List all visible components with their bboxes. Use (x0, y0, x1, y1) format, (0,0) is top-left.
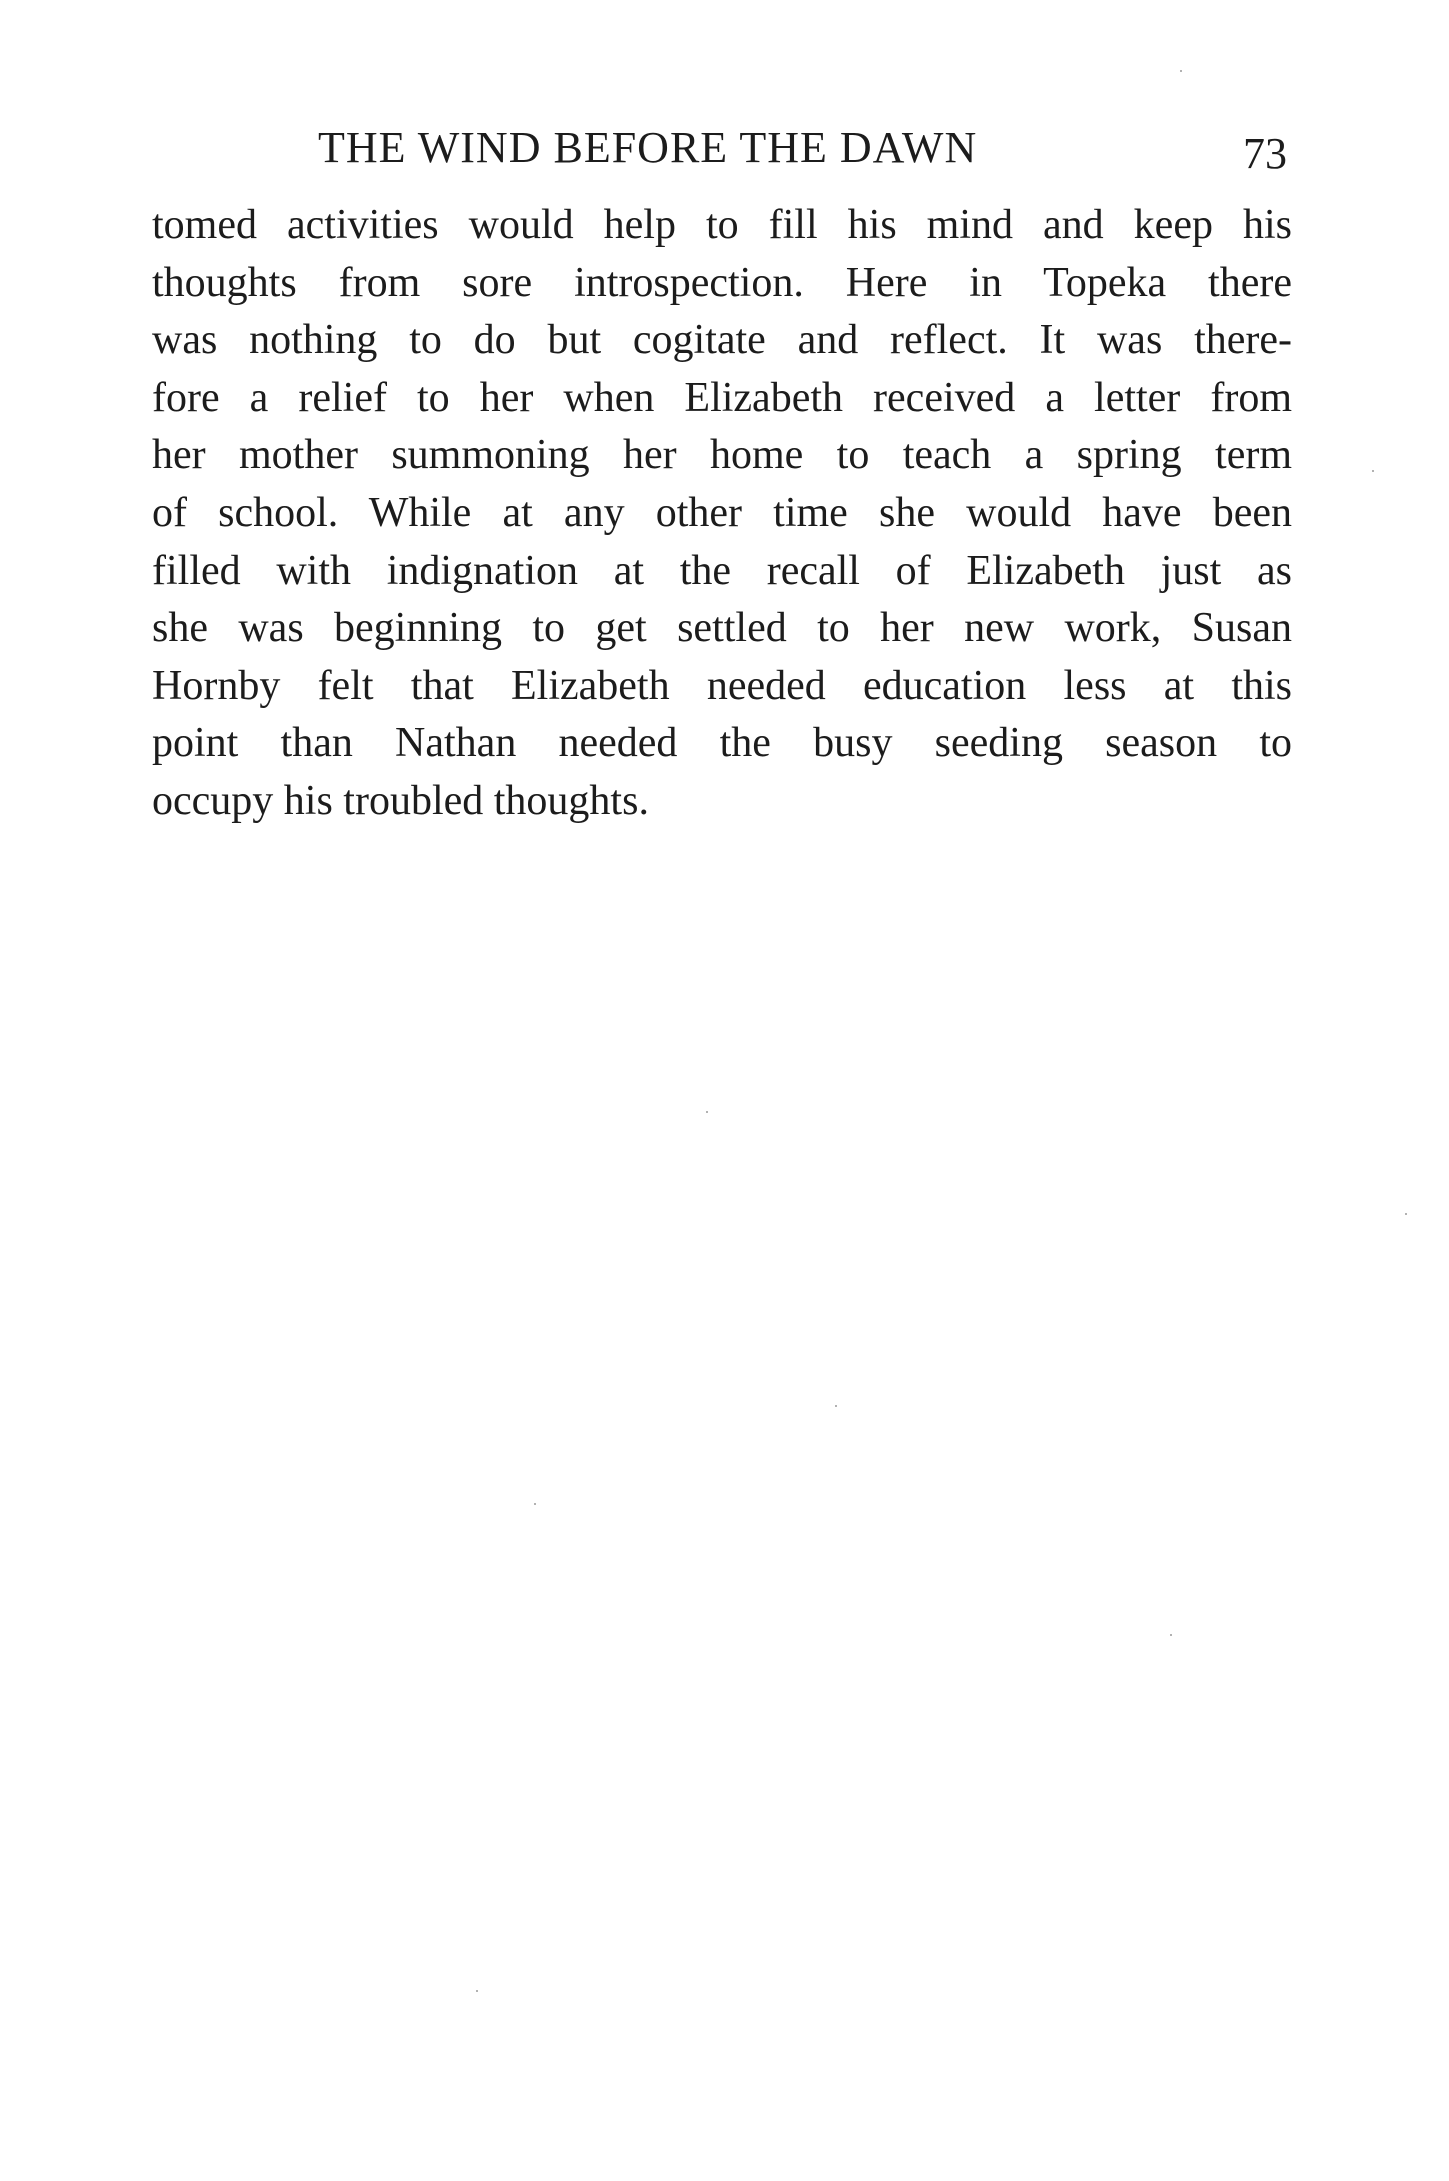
page-number: 73 (1243, 129, 1287, 178)
scan-speck (476, 1990, 478, 1992)
text-line: filled with indignation at the recall of Elizabeth just as (152, 547, 1292, 594)
scan-speck (1405, 1213, 1407, 1215)
text-line: she was beginning to get settled to her new work, Susan (152, 605, 1292, 652)
scan-speck (1372, 470, 1374, 472)
text-line: thoughts from sore introspection. Here in Topeka there (152, 259, 1292, 306)
text-line: fore a relief to her when Elizabeth received a letter from (152, 374, 1292, 421)
scan-speck (534, 1503, 536, 1505)
scan-speck (1180, 70, 1182, 72)
scan-speck (706, 1111, 708, 1113)
text-line: Hornby felt that Elizabeth needed education less at this (152, 662, 1292, 709)
body-paragraph (152, 197, 1292, 831)
text-line: of school. While at any other time she would have been (152, 489, 1292, 536)
scan-speck (1170, 1634, 1172, 1636)
text-line: was nothing to do but cogitate and reflect. It was there- (152, 317, 1292, 364)
running-head (0, 118, 1449, 178)
text-line: occupy his troubled thoughts. (152, 777, 649, 824)
running-title: THE WIND BEFORE THE DAWN (318, 123, 978, 172)
scan-speck (835, 1405, 837, 1407)
text-line: tomed activities would help to fill his mind and keep his (152, 202, 1292, 248)
text-line: her mother summoning her home to teach a spring term (152, 432, 1292, 479)
text-line: point than Nathan needed the busy seeding season to (152, 720, 1292, 767)
